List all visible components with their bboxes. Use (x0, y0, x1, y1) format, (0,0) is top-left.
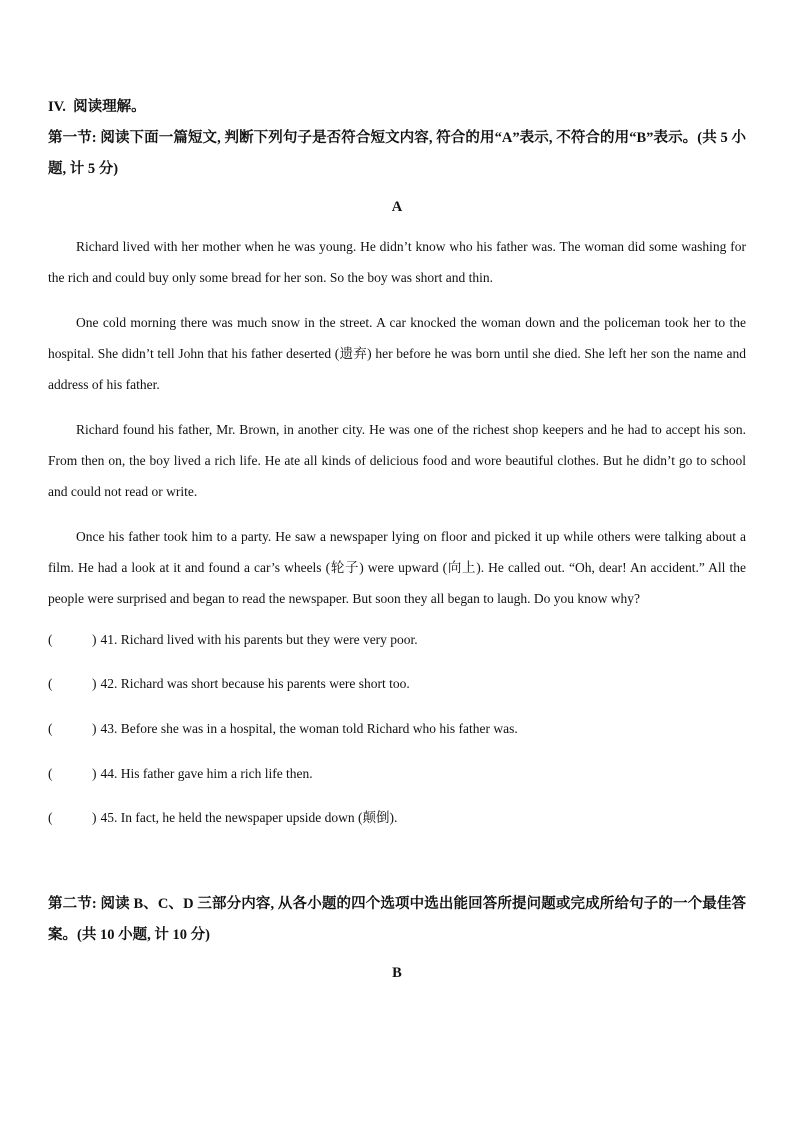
passage-a-paragraph-1: Richard lived with her mother when he was young. He didn’t know who his father was. The woman did some washing for the rich and could buy only some bread for her son. So the boy was short and thin. (48, 239, 746, 285)
answer-blank-open: ( (48, 721, 53, 736)
passage-a-paragraph-4: Once his father took him to a party. He saw a newspaper lying on floor and picked it up while others were talking about a film. He had a look at it and found a car’s wheels (轮子) were upward (向上). He called out. “Oh, dear! An accident.” All the people were surprised and began to read the newspaper. But soon they all began to laugh. Do you know why? (48, 529, 746, 606)
question-43 (48, 719, 746, 739)
passage-b-letter: B (392, 965, 402, 981)
answer-blank-open: ( (48, 632, 53, 647)
passage-a-paragraph-3: Richard found his father, Mr. Brown, in another city. He was one of the richest shop keepers and he had to accept his son. From then on, the boy lived a rich life. He ate all kinds of delicious food and wore beautiful clothes. But he didn’t go to school and could not read or write. (48, 422, 746, 499)
question-text: 44. His father gave him a rich life then. (100, 766, 313, 781)
section-title: 阅读理解。 (73, 99, 146, 115)
answer-blank-close: ) (92, 721, 97, 736)
question-45 (48, 808, 746, 828)
question-41 (48, 630, 746, 650)
passage-a-letter: A (391, 199, 403, 215)
answer-blank-close: ) (92, 766, 97, 781)
section-heading (48, 92, 746, 123)
answer-blank-open: ( (48, 676, 53, 691)
answer-blank-close: ) (92, 676, 97, 691)
passage-a-paragraph-2: One cold morning there was much snow in the street. A car knocked the woman down and the policeman took her to the hospital. She didn’t tell John that his father deserted (遗弃) her before he was born until she died. She left her son the name and address of his father. (48, 315, 746, 392)
question-text: 41. Richard lived with his parents but they were very poor. (100, 632, 418, 647)
question-text: 42. Richard was short because his parents were short too. (100, 676, 410, 691)
question-42 (48, 674, 746, 694)
question-44 (48, 764, 746, 784)
answer-blank-open: ( (48, 810, 53, 825)
answer-blank-close: ) (92, 632, 97, 647)
exam-page (48, 92, 746, 983)
part1-instruction: 第一节: 阅读下面一篇短文, 判断下列句子是否符合短文内容, 符合的用“A”表示, 不符合的用“B”表示。(共 5 小题, 计 5 分) (48, 130, 746, 177)
answer-blank-close: ) (92, 810, 97, 825)
part2-instruction: 第二节: 阅读 B、C、D 三部分内容, 从各小题的四个选项中选出能回答所提问题或完成所给句子的一个最佳答案。(共 10 小题, 计 10 分) (48, 896, 746, 943)
question-text: 45. In fact, he held the newspaper upside down (颠倒). (100, 810, 398, 825)
question-text: 43. Before she was in a hospital, the woman told Richard who his father was. (100, 721, 518, 736)
section-roman: IV. (48, 99, 66, 115)
answer-blank-open: ( (48, 766, 53, 781)
